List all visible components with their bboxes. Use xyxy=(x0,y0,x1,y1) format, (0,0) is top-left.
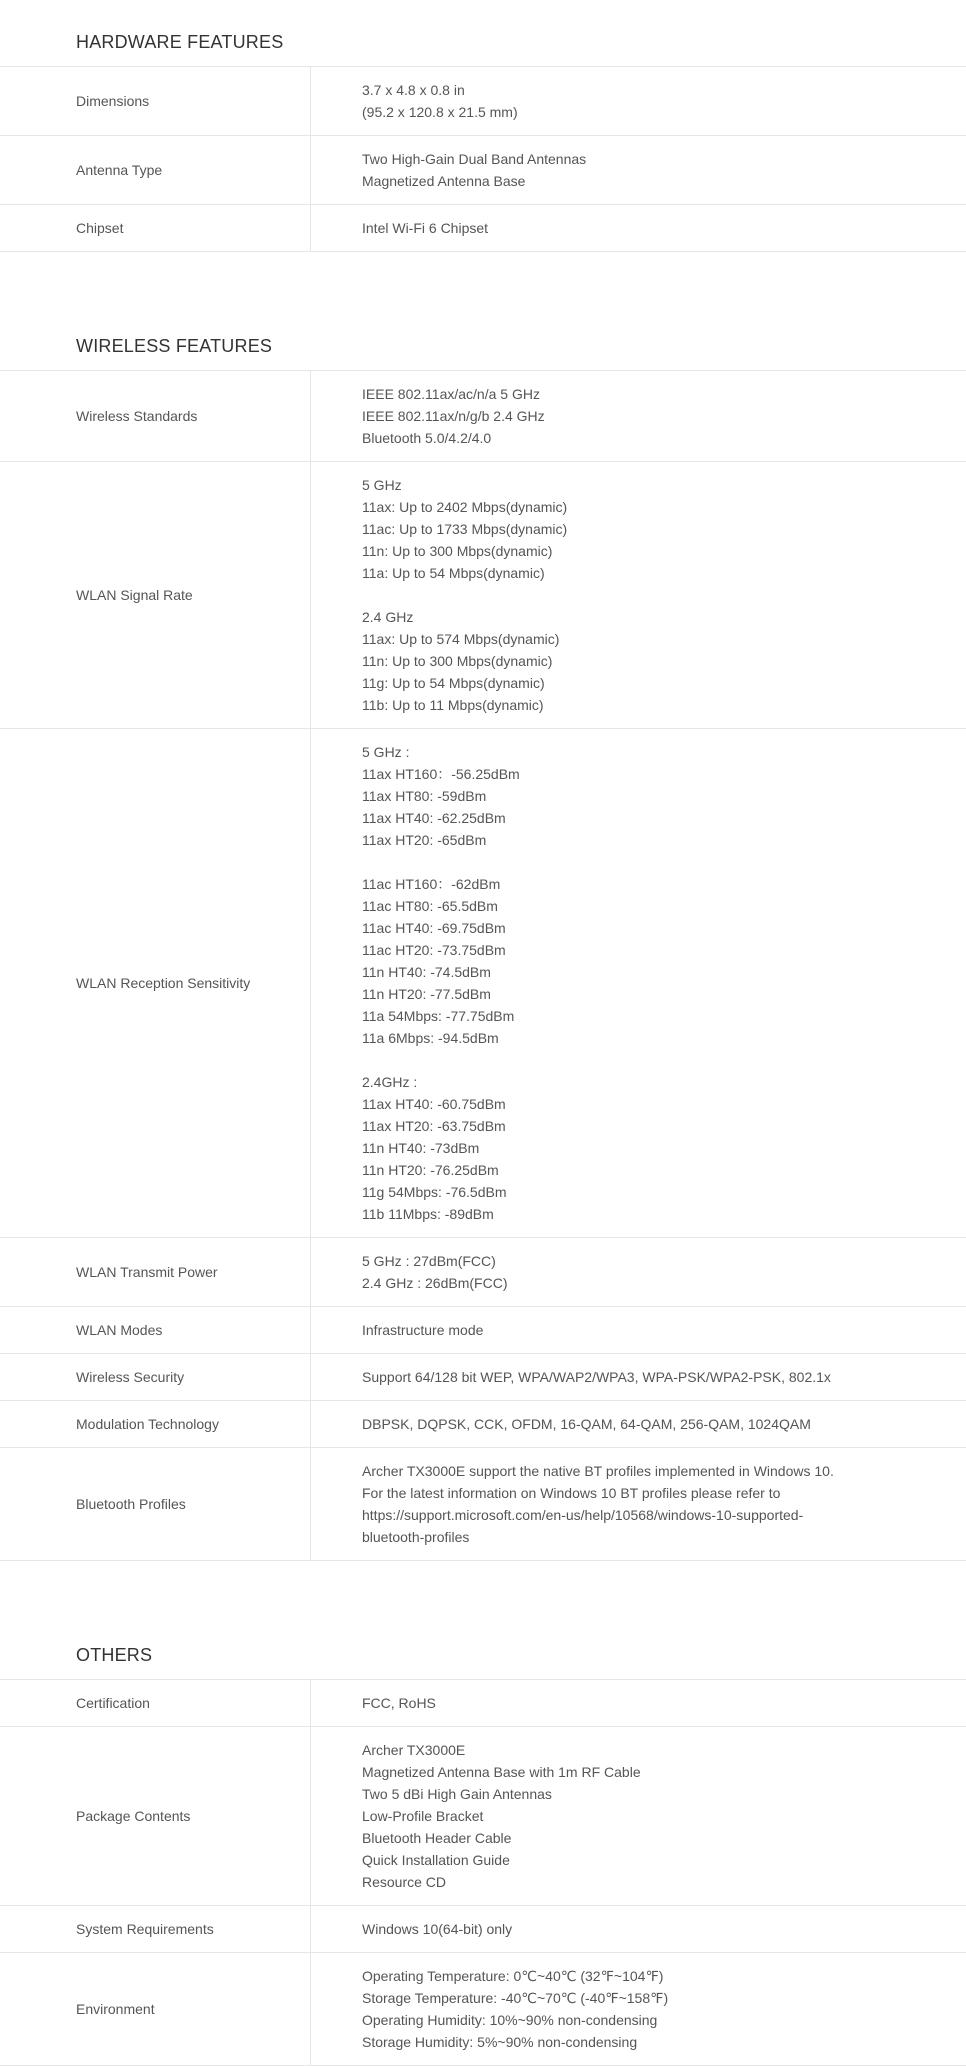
spec-value xyxy=(311,1680,966,1726)
spec-label: WLAN Signal Rate xyxy=(0,462,311,728)
spec-value-line: 11g 54Mbps: -76.5dBm xyxy=(362,1184,507,1200)
spec-value-line: 11n: Up to 300 Mbps(dynamic) xyxy=(362,653,553,669)
spec-value xyxy=(311,371,966,461)
spec-value-line: Infrastructure mode xyxy=(362,1322,484,1338)
spec-row xyxy=(0,1906,966,1953)
spec-value-line: 11ac HT160：-62dBm xyxy=(362,876,501,892)
section-title: OTHERS xyxy=(0,1613,966,1680)
spec-value xyxy=(311,729,966,1237)
spec-value-line: Magnetized Antenna Base xyxy=(362,173,526,189)
spec-value xyxy=(311,136,966,204)
spec-label: Certification xyxy=(0,1680,311,1726)
spec-value-line: 5 GHz : xyxy=(362,744,410,760)
spec-value-line: Operating Temperature: 0℃~40℃ (32℉~104℉) xyxy=(362,1968,664,1984)
spec-row xyxy=(0,1354,966,1401)
spec-value-line: 11ax HT40: -62.25dBm xyxy=(362,810,506,826)
spec-value-line: Resource CD xyxy=(362,1874,447,1890)
spec-value-line: Bluetooth Header Cable xyxy=(362,1830,512,1846)
spec-value-line: For the latest information on Windows 10 BT profiles please refer to xyxy=(362,1485,781,1501)
spec-value-line: 2.4 GHz : 26dBm(FCC) xyxy=(362,1275,508,1291)
spec-label: WLAN Modes xyxy=(0,1307,311,1353)
spec-value-line: Operating Humidity: 10%~90% non-condensing xyxy=(362,2012,658,2028)
spec-row xyxy=(0,1401,966,1448)
spec-label: System Requirements xyxy=(0,1906,311,1952)
spec-label: Dimensions xyxy=(0,67,311,135)
spec-value xyxy=(311,1307,966,1353)
spec-value-line: Magnetized Antenna Base with 1m RF Cable xyxy=(362,1764,641,1780)
spec-section xyxy=(0,304,966,1561)
spec-value-line: 11n HT20: -77.5dBm xyxy=(362,986,491,1002)
spec-value-line: 11a 54Mbps: -77.75dBm xyxy=(362,1008,515,1024)
spec-label: Environment xyxy=(0,1953,311,2065)
spec-label: Wireless Security xyxy=(0,1354,311,1400)
spec-value-line: Two 5 dBi High Gain Antennas xyxy=(362,1786,552,1802)
spec-value-line: IEEE 802.11ax/n/g/b 2.4 GHz xyxy=(362,408,545,424)
spec-value xyxy=(311,1953,966,2065)
spec-value-line: Windows 10(64-bit) only xyxy=(362,1921,513,1937)
spec-value-line: 11b: Up to 11 Mbps(dynamic) xyxy=(362,697,544,713)
spec-value-line: Quick Installation Guide xyxy=(362,1852,510,1868)
spec-value-line: IEEE 802.11ax/ac/n/a 5 GHz xyxy=(362,386,540,402)
spec-value-line: Two High-Gain Dual Band Antennas xyxy=(362,151,587,167)
spec-row xyxy=(0,1680,966,1727)
spec-value-line: 2.4 GHz xyxy=(362,609,414,625)
spec-value-line: 11ac HT40: -69.75dBm xyxy=(362,920,506,936)
section-title: HARDWARE FEATURES xyxy=(0,0,966,67)
spec-value-line: DBPSK, DQPSK, CCK, OFDM, 16-QAM, 64-QAM, 256-QAM, 1024QAM xyxy=(362,1416,811,1432)
spec-value-line: bluetooth-profiles xyxy=(362,1529,470,1545)
spec-label: Chipset xyxy=(0,205,311,251)
spec-value-line: Low-Profile Bracket xyxy=(362,1808,484,1824)
spec-value-line xyxy=(362,851,926,873)
spec-value-line: 11n HT40: -73dBm xyxy=(362,1140,480,1156)
spec-value-line: 11n HT20: -76.25dBm xyxy=(362,1162,499,1178)
spec-value-line: 11ax HT160：-56.25dBm xyxy=(362,766,520,782)
spec-value-line: 11ax: Up to 574 Mbps(dynamic) xyxy=(362,631,560,647)
spec-value-line: 11ax HT40: -60.75dBm xyxy=(362,1096,506,1112)
spec-value-line: Archer TX3000E xyxy=(362,1742,466,1758)
spec-row xyxy=(0,1953,966,2066)
spec-value xyxy=(311,205,966,251)
spec-row xyxy=(0,729,966,1238)
spec-value-line: 11n HT40: -74.5dBm xyxy=(362,964,491,980)
spec-label: Bluetooth Profiles xyxy=(0,1448,311,1560)
spec-row xyxy=(0,67,966,136)
spec-value-line: 11ax HT20: -65dBm xyxy=(362,832,487,848)
spec-value-line: 11ax HT80: -59dBm xyxy=(362,788,487,804)
spec-value-line xyxy=(362,584,926,606)
spec-value-line: Bluetooth 5.0/4.2/4.0 xyxy=(362,430,492,446)
spec-row xyxy=(0,136,966,205)
spec-row xyxy=(0,1448,966,1561)
spec-value-line: 2.4GHz : xyxy=(362,1074,418,1090)
spec-row xyxy=(0,1307,966,1354)
spec-value-line: 11ac: Up to 1733 Mbps(dynamic) xyxy=(362,521,568,537)
spec-row xyxy=(0,1727,966,1906)
spec-label: Modulation Technology xyxy=(0,1401,311,1447)
spec-value xyxy=(311,1906,966,1952)
spec-row xyxy=(0,1238,966,1307)
section-spacer xyxy=(0,252,966,304)
spec-value-line: 3.7 x 4.8 x 0.8 in xyxy=(362,82,465,98)
spec-section xyxy=(0,1613,966,2066)
spec-value-line: 11ax HT20: -63.75dBm xyxy=(362,1118,506,1134)
spec-value-line: https://support.microsoft.com/en-us/help/10568/windows-10-supported- xyxy=(362,1507,804,1523)
spec-row xyxy=(0,462,966,729)
spec-label: Package Contents xyxy=(0,1727,311,1905)
spec-label: WLAN Transmit Power xyxy=(0,1238,311,1306)
spec-value-line: 11ax: Up to 2402 Mbps(dynamic) xyxy=(362,499,568,515)
spec-value-line: (95.2 x 120.8 x 21.5 mm) xyxy=(362,104,518,120)
spec-value xyxy=(311,67,966,135)
spec-value-line: 11n: Up to 300 Mbps(dynamic) xyxy=(362,543,553,559)
spec-label: WLAN Reception Sensitivity xyxy=(0,729,311,1237)
spec-value-line: Intel Wi-Fi 6 Chipset xyxy=(362,220,489,236)
spec-value-line: 11ac HT20: -73.75dBm xyxy=(362,942,506,958)
spec-value-line: 11g: Up to 54 Mbps(dynamic) xyxy=(362,675,545,691)
spec-value xyxy=(311,1727,966,1905)
spec-value-line: 11a: Up to 54 Mbps(dynamic) xyxy=(362,565,545,581)
spec-row xyxy=(0,205,966,252)
spec-value-line: 11b 11Mbps: -89dBm xyxy=(362,1206,494,1222)
spec-value xyxy=(311,462,966,728)
spec-label: Wireless Standards xyxy=(0,371,311,461)
spec-section xyxy=(0,0,966,252)
spec-row xyxy=(0,371,966,462)
section-title: WIRELESS FEATURES xyxy=(0,304,966,371)
spec-label: Antenna Type xyxy=(0,136,311,204)
spec-value-line: 11a 6Mbps: -94.5dBm xyxy=(362,1030,499,1046)
spec-value-line: Storage Temperature: -40℃~70℃ (-40℉~158℉) xyxy=(362,1990,669,2006)
spec-value-line: Archer TX3000E support the native BT profiles implemented in Windows 10. xyxy=(362,1463,834,1479)
spec-value-line: 5 GHz : 27dBm(FCC) xyxy=(362,1253,496,1269)
spec-value-line: 5 GHz xyxy=(362,477,402,493)
spec-value xyxy=(311,1238,966,1306)
spec-value-line: FCC, RoHS xyxy=(362,1695,436,1711)
spec-value-line: Storage Humidity: 5%~90% non-condensing xyxy=(362,2034,638,2050)
spec-value-line xyxy=(362,1049,926,1071)
spec-value xyxy=(311,1401,966,1447)
spec-value xyxy=(311,1448,966,1560)
spec-value-line: 11ac HT80: -65.5dBm xyxy=(362,898,498,914)
section-spacer xyxy=(0,1561,966,1613)
spec-value-line: Support 64/128 bit WEP, WPA/WAP2/WPA3, WPA-PSK/WPA2-PSK, 802.1x xyxy=(362,1369,831,1385)
spec-value xyxy=(311,1354,966,1400)
